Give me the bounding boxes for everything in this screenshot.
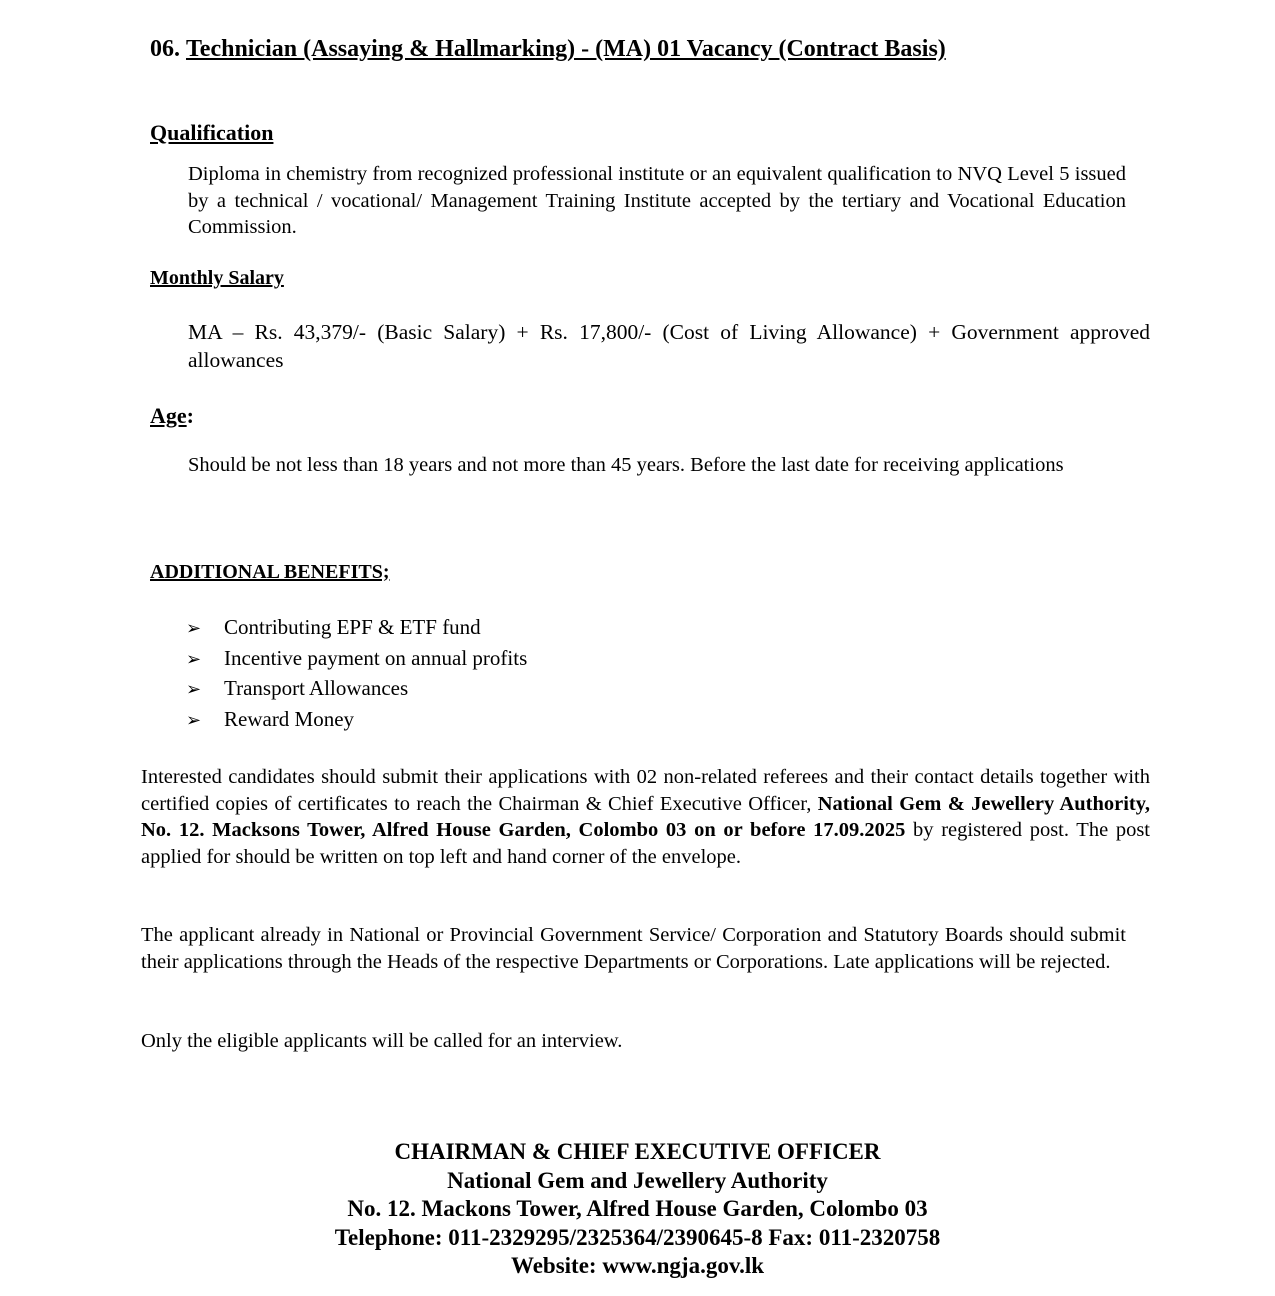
benefits-list (186, 612, 527, 734)
benefits-heading: ADDITIONAL BENEFITS; (150, 561, 390, 583)
footer-officer-title: CHAIRMAN & CHIEF EXECUTIVE OFFICER (394, 1139, 881, 1164)
arrow-bullet-icon: ➢ (186, 648, 202, 670)
footer-website: Website: www.ngja.gov.lk (510, 1253, 765, 1279)
application-text-end: by registered post. The post applied for should be written on top left and hand corner of the envelope. (141, 819, 1151, 868)
vacancy-number: 06. (150, 36, 180, 62)
benefit-label: Transport Allowances (224, 676, 409, 700)
footer-contact: Telephone: 011-2329295/2325364/2390645-8 Fax: 011-2320758 (334, 1224, 941, 1250)
age-text: Should be not less than 18 years and not more than 45 years. Before the last date for receiving applications (188, 454, 1064, 476)
age-heading-colon: : (186, 403, 194, 428)
vacancy-title (150, 36, 946, 63)
benefit-label: Contributing EPF & ETF fund (224, 615, 481, 639)
footer-organization: National Gem and Jewellery Authority (447, 1167, 828, 1193)
arrow-bullet-icon: ➢ (186, 709, 202, 731)
benefit-label: Incentive payment on annual profits (224, 645, 528, 670)
list-item (186, 673, 527, 704)
salary-text: MA – Rs. 43,379/- (Basic Salary) + Rs. 17,800/- (Cost of Living Allowance) + Government approved allowances (188, 320, 1150, 372)
interview-note: Only the eligible applicants will be called for an interview. (141, 1030, 623, 1052)
arrow-bullet-icon: ➢ (186, 679, 202, 700)
application-instructions (141, 764, 1150, 870)
footer-address: No. 12. Mackons Tower, Alfred House Garden, Colombo 03 (347, 1196, 928, 1222)
age-heading (150, 403, 194, 429)
qualification-text: Diploma in chemistry from recognized professional institute or an equivalent qualification to NVQ Level 5 issued by a technical / vocational/ Management Training Institute accepted by the tertiary and Vocational Education Commission. (188, 163, 1126, 238)
list-item (186, 612, 527, 643)
list-item (186, 643, 527, 674)
arrow-bullet-icon: ➢ (186, 618, 202, 639)
application-text-start: Interested candidates should submit their applications with 02 non-related referees and their contact details together with certified copies of certificates to reach the Chairman & Chief Executive Officer, (141, 766, 1150, 815)
vacancy-title-text: Technician (Assaying & Hallmarking) - (MA) 01 Vacancy (Contract Basis) (186, 36, 946, 62)
signature-block (0, 1138, 1275, 1281)
qualification-heading: Qualification (150, 120, 274, 145)
government-service-note: The applicant already in National or Provincial Government Service/ Corporation and Statutory Boards should submit their applications through the Heads of the respective Departments or Corporations. Late applications will be rejected. (141, 924, 1126, 973)
list-item (186, 704, 527, 735)
benefit-label: Reward Money (224, 706, 355, 731)
salary-heading: Monthly Salary (150, 267, 284, 289)
application-address: National Gem & Jewellery Authority, No. 12. Macksons Tower, Alfred House Garden, Colombo 03 on or before 17.09.2025 (141, 792, 1150, 841)
age-heading-label: Age (150, 403, 187, 428)
